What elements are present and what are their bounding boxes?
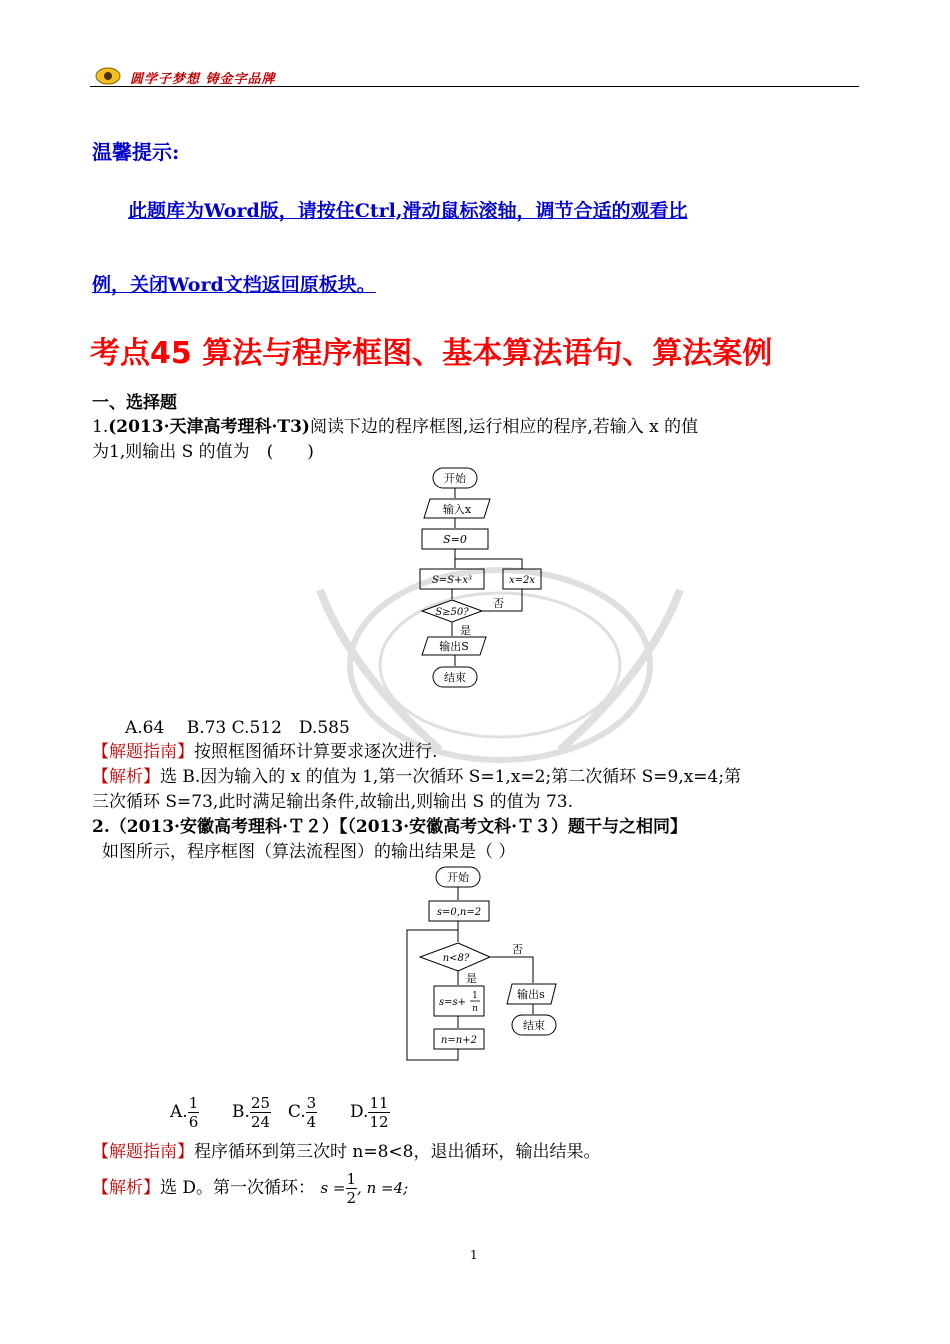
q2-analysis-s: s = bbox=[320, 1179, 346, 1197]
q1-hint-tag: 【解题指南】 bbox=[92, 742, 194, 762]
q2-option-c: C. $\frac{3}{4}$ bbox=[287, 1094, 317, 1131]
tip-title: 温馨提示: bbox=[92, 140, 180, 164]
q1-flowchart bbox=[400, 462, 560, 694]
tip-line-2[interactable]: 例，关闭Word文档返回原板块。 bbox=[92, 274, 376, 296]
q1-analysis-a: 选 B.因为输入的 x 的值为 1,第一次循环 S=1,x=2;第二次循环 S=9,x=4;第 bbox=[160, 767, 742, 787]
section-heading: 一、选择题 bbox=[92, 393, 177, 413]
q1-analysis-tag: 【解析】 bbox=[92, 767, 160, 787]
q1-flow-start-label: 开始 bbox=[444, 472, 466, 485]
q2-flow-incr-label: n=n+2 bbox=[440, 1035, 478, 1046]
q1-stem-a: 阅读下边的程序框图,运行相应的程序,若输入 x 的值 bbox=[309, 417, 699, 437]
q2-options bbox=[170, 1092, 390, 1132]
q2-analysis-tag: 【解析】 bbox=[92, 1178, 160, 1198]
tip-line-1[interactable]: 此题库为Word版，请按住Ctrl,滑动鼠标滚轴，调节合适的观看比 bbox=[128, 200, 688, 222]
q1-analysis-line-2: 三次循环 S=73,此时满足输出条件,故输出,则输出 S 的值为 73. bbox=[92, 792, 574, 812]
q2-option-b: B. $\frac{25}{24}$ bbox=[232, 1094, 271, 1131]
q2-stem: 如图所示，程序框图（算法流程图）的输出结果是（ ） bbox=[102, 842, 516, 862]
brand-slogan: 圆学子梦想 铸金字品牌 bbox=[130, 72, 276, 87]
page-number: 1 bbox=[470, 1248, 478, 1262]
q2-hint bbox=[92, 1141, 600, 1163]
q2-flow-update-label: s=s+ bbox=[439, 997, 467, 1008]
q1-hint bbox=[92, 741, 437, 763]
q2-flow-end-label: 结束 bbox=[523, 1019, 545, 1032]
q1-options: A.64 B.73 C.512 D.585 bbox=[125, 718, 350, 738]
q2-flow-init-label: s=0,n=2 bbox=[436, 907, 482, 918]
q1-flow-end-label: 结束 bbox=[444, 671, 466, 684]
q2-analysis-tail: , n =4; bbox=[357, 1179, 409, 1197]
q1-flow-no-label: 否 bbox=[493, 597, 504, 610]
q2-flow-start-label: 开始 bbox=[447, 871, 469, 884]
q2-flow-no-label: 否 bbox=[512, 943, 523, 956]
q1-flow-input-label: 输入x bbox=[442, 503, 472, 516]
q2-hint-tag: 【解题指南】 bbox=[92, 1142, 194, 1162]
page-title: 考点45 算法与程序框图、基本算法语句、算法案例 bbox=[90, 336, 773, 371]
q1-analysis-line-1 bbox=[92, 766, 741, 788]
q1-source: (2013·天津高考理科·T3) bbox=[108, 417, 310, 437]
q1-flow-condition-label: S≥50? bbox=[435, 607, 469, 618]
q2-flow-update-frac-den: n bbox=[472, 1004, 478, 1014]
q2-hint-text: 程序循环到第三次时 n=8<8，退出循环，输出结果。 bbox=[194, 1142, 601, 1162]
q2-flowchart bbox=[400, 862, 570, 1067]
q2-option-d: D. $\frac{11}{12}$ bbox=[350, 1094, 389, 1131]
q1-number: 1. bbox=[92, 417, 109, 437]
q2-flow-yes-label: 是 bbox=[466, 972, 477, 985]
q1-stem-line-1 bbox=[92, 416, 698, 438]
header-divider bbox=[90, 86, 859, 87]
q1-flow-init-label: S=0 bbox=[443, 533, 467, 546]
q1-flow-double-label: x=2x bbox=[508, 575, 536, 586]
q2-option-a: A. $\frac{1}{6}$ bbox=[170, 1094, 199, 1131]
q2-flow-update-frac-num: 1 bbox=[472, 991, 478, 1001]
q1-flow-output-label: 输出S bbox=[439, 640, 469, 653]
q2-analysis: 【解析】选 D。第一次循环： s = $\frac{1}{2}$ , n =4; bbox=[92, 1170, 409, 1207]
brand-logo-icon bbox=[95, 66, 121, 86]
q2-source: 2.（2013·安徽高考理科·Ｔ２）【（2013·安徽高考文科·Ｔ３）题干与之相同】 bbox=[92, 817, 688, 837]
q1-flow-yes-label: 是 bbox=[460, 624, 471, 637]
q1-stem-line-2: 为1,则输出 S 的值为 ( ) bbox=[92, 442, 314, 462]
q2-analysis-text: 选 D。第一次循环： bbox=[160, 1178, 316, 1198]
q2-flow-output-label: 输出s bbox=[517, 988, 545, 1001]
q2-flow-condition-label: n<8? bbox=[442, 953, 470, 964]
q1-hint-text: 按照框图循环计算要求逐次进行. bbox=[194, 742, 438, 762]
q1-flow-update-label: S=S+x³ bbox=[431, 575, 473, 586]
